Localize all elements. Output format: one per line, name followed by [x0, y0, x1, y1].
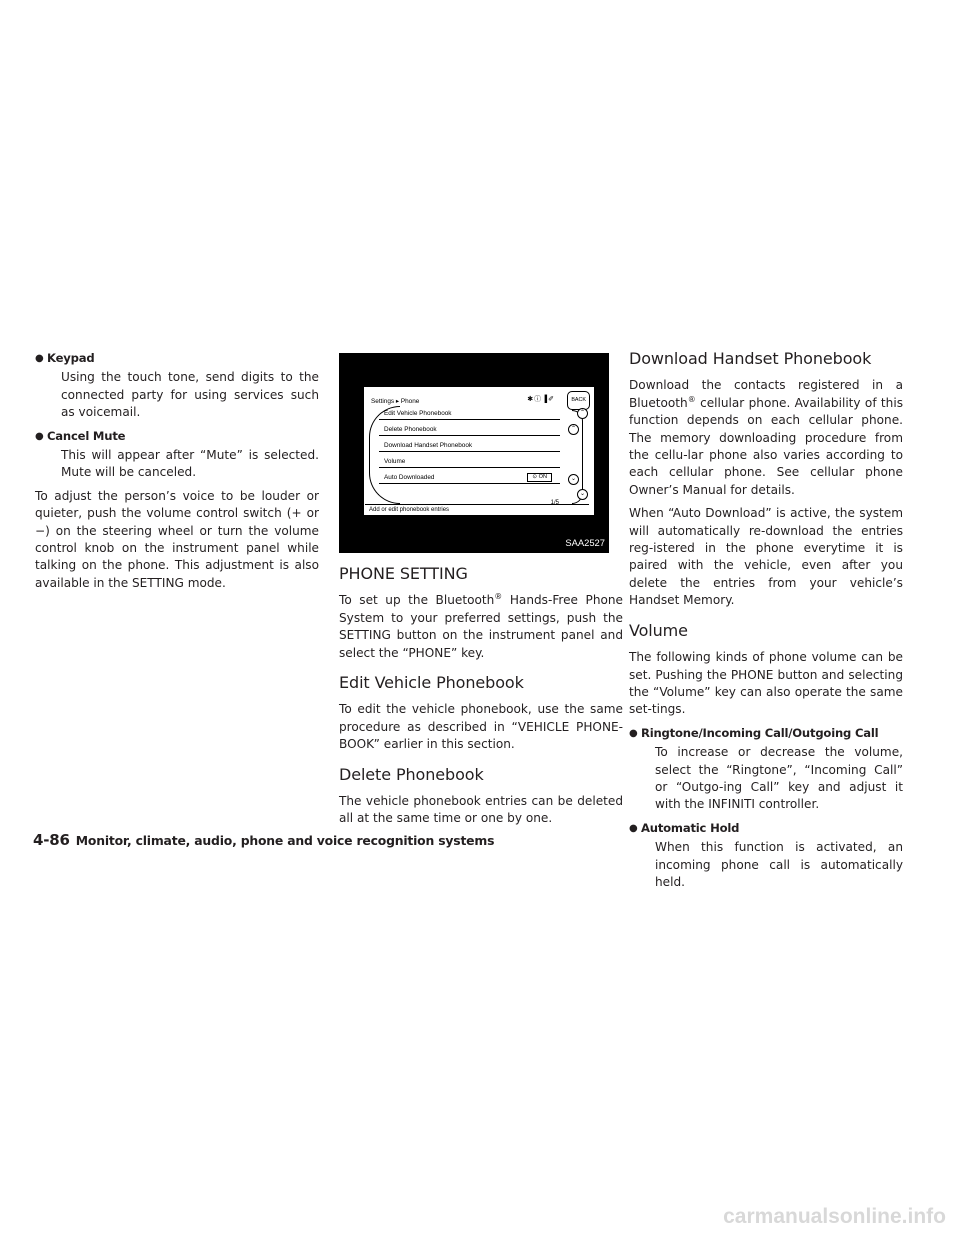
site-watermark: carmanualsonline.info [723, 1205, 946, 1228]
ringtone-text: To increase or decrease the volume, select the “Ringtone”, “Incoming Call” or “Outgo-ing Call” key and adjust it with the INFINITI controller. [655, 745, 903, 812]
cancel-mute-bullet [35, 428, 319, 445]
automatic-hold-text: When this function is activated, an incoming phone call is automatically held. [655, 840, 903, 889]
download-phonebook-heading: Download Handset Phonebook [629, 349, 872, 368]
keypad-bullet [35, 350, 319, 367]
scroll-bottom-icon: ⌄ [577, 489, 588, 500]
keypad-title: Keypad [47, 351, 95, 365]
cancel-mute-text: This will appear after “Mute” is selected. Mute will be canceled. [61, 448, 319, 480]
menu-item: Edit Vehicle Phonebook [379, 408, 560, 420]
adjust-voice-text: To adjust the person’s voice to be louder or quieter, push the volume control switch (+ or −) on the steering wheel or turn the volume control knob on the instrument panel while talking on the phone. This adjustment is also available in the SETTING mode. [35, 488, 319, 590]
registered-mark: ® [687, 394, 696, 404]
delete-phonebook-text: The vehicle phonebook entries can be deleted all at the same time or one by one. [339, 794, 623, 826]
automatic-hold-bullet [629, 820, 903, 837]
registered-mark: ® [494, 592, 503, 602]
bullet-icon: ● [629, 822, 638, 834]
scroll-down-icon: ⌄ [568, 474, 579, 485]
volume-text: The following kinds of phone volume can be set. Pushing the PHONE button and selecting the “Volume” key can also operate the same set-tings. [629, 650, 903, 717]
volume-heading: Volume [629, 620, 688, 640]
on-toggle: ⊙ ON [527, 473, 552, 482]
ringtone-bullet [629, 725, 903, 742]
menu-item: Volume [379, 456, 560, 468]
status-icons: ✱ⓘ▐✐ [527, 396, 555, 403]
bullet-icon: ● [629, 727, 638, 739]
figure-code: SAA2527 [565, 536, 605, 548]
middle-column [339, 350, 623, 834]
edit-phonebook-text: To edit the vehicle phonebook, use the same procedure as described in “VEHICLE PHONE-BOOK” earlier in this section. [339, 702, 623, 752]
chapter-title: Monitor, climate, audio, phone and voice recognition systems [75, 833, 495, 848]
left-column [35, 350, 319, 598]
page-footer [33, 831, 494, 849]
edit-phonebook-heading: Edit Vehicle Phonebook [339, 673, 524, 693]
scroll-up-icon: ⌃ [568, 424, 579, 435]
delete-phonebook-heading: Delete Phonebook [339, 764, 484, 784]
screen-status-bar: Add or edit phonebook entries [365, 504, 589, 515]
cancel-mute-title: Cancel Mute [47, 428, 126, 443]
menu-item: Delete Phonebook [379, 424, 560, 436]
menu-item-auto-download [379, 472, 560, 484]
phone-setting-text: To set up the Bluetooth® Hands-Free Phone System to your preferred settings, push the SETTING button on the instrument panel and select the “PHONE” key. [339, 592, 623, 660]
page-indicator: 1/5 [550, 500, 559, 506]
phone-setting-heading: PHONE SETTING [339, 564, 468, 583]
page-number: 4-86 [33, 831, 70, 849]
keypad-text: Using the touch tone, send digits to the connected party for using services such as voicemail. [61, 370, 319, 420]
ringtone-title: Ringtone/Incoming Call/Outgoing Call [641, 725, 879, 740]
back-button: BACK [567, 391, 590, 410]
bullet-icon: ● [35, 430, 44, 442]
right-column [629, 350, 903, 897]
menu-item-label: Auto Downloaded [384, 474, 435, 481]
phone-settings-screen [364, 387, 594, 515]
auto-download-text: When “Auto Download” is active, the system will automatically re-download the entries reg-istered in the phone everytime it is paired with the vehicle, even after you delete the entries from your vehicle’s Handset Memory. [629, 506, 903, 608]
screen-breadcrumb: Settings ▸ Phone [371, 398, 420, 405]
scroll-top-icon: ⌃ [577, 408, 588, 419]
phone-settings-figure [339, 353, 609, 553]
automatic-hold-title: Automatic Hold [641, 820, 740, 835]
menu-item: Download Handset Phonebook [379, 440, 560, 452]
bullet-icon: ● [35, 353, 44, 364]
download-phonebook-text: Download the contacts registered in a Bluetooth® cellular phone. Availability of this function depends on each cellular phone. The memory downloading procedure from the cellu-lar phone also varies according to each cellular phone. See cellular phone Owner’s Manual for details. [629, 378, 903, 497]
menu-arc-decoration [369, 406, 400, 504]
